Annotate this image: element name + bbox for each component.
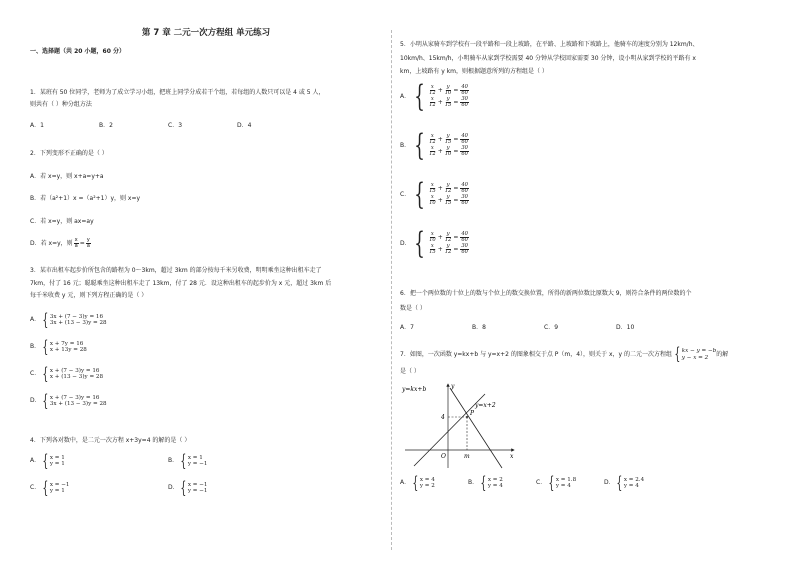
equation-system	[478, 472, 503, 493]
numerator: 30	[461, 194, 468, 200]
label-y: y	[451, 382, 455, 390]
denominator: 12	[429, 89, 436, 96]
option-label: D．	[168, 484, 179, 492]
equation-row	[428, 134, 470, 145]
numerator: x	[430, 83, 434, 90]
option-label: B．	[30, 343, 41, 351]
denominator: 60	[461, 102, 468, 109]
denominator: 12	[444, 249, 452, 256]
option-a[interactable]: A．若 x=y，则 x+a=y+a	[30, 172, 104, 180]
fraction	[429, 146, 436, 157]
fraction	[460, 244, 469, 255]
option-a[interactable]	[30, 309, 382, 330]
option-d[interactable]: D．10	[616, 324, 635, 331]
column-divider	[391, 30, 392, 550]
numerator: x	[430, 181, 434, 188]
option-label: A．	[400, 92, 411, 100]
denominator: 12	[429, 151, 436, 158]
plus-sign: +	[437, 98, 443, 106]
denominator: 15	[444, 138, 452, 145]
brace: {	[42, 309, 49, 330]
option-row	[400, 472, 760, 493]
equation-system	[40, 309, 107, 330]
denominator: 60	[461, 249, 468, 256]
option-d[interactable]	[400, 225, 760, 261]
equation-system	[40, 450, 65, 471]
question-2-stem: 2．下列变形不正确的是（ ）	[30, 150, 108, 157]
system-row-2: x + (13 − 3)y = 28	[49, 374, 104, 380]
option-b[interactable]: B．若（a²+1）x =（a²+1）y，则 x=y	[30, 195, 141, 202]
equals-sign: =	[453, 147, 459, 155]
numerator: y	[446, 96, 450, 102]
option-a[interactable]: A．1	[30, 122, 44, 129]
brace: {	[414, 225, 425, 261]
question-1-stem-line-2: 则共有（ ）种分组方法	[30, 100, 92, 108]
equation-system	[410, 225, 470, 261]
fraction	[429, 232, 436, 243]
equation-row	[428, 85, 470, 96]
question-5-stem-line-3: km，上坡路有 y km，则根据题意所列的方程组是（ ）	[400, 68, 548, 75]
option-a[interactable]	[400, 472, 468, 493]
system-row-1: x = 1.8	[555, 476, 577, 483]
numerator: 30	[461, 145, 468, 151]
denominator: 12	[444, 236, 452, 243]
fraction	[445, 85, 452, 96]
equation-system	[178, 450, 208, 471]
fraction	[460, 134, 469, 145]
question-7-options	[400, 472, 760, 493]
denominator: 60	[461, 138, 468, 145]
system-rows	[420, 477, 435, 489]
numerator: x	[430, 96, 434, 102]
equals-sign: =	[79, 239, 85, 247]
option-label: A．	[30, 457, 41, 465]
option-b[interactable]	[30, 336, 382, 357]
system-row-1: x = 1	[49, 454, 65, 461]
question-1-options	[30, 122, 382, 130]
question-4-stem: 4．下列各对数中，是二元一次方程 x+3y=4 的解的是（ ）	[30, 437, 191, 444]
line-y-kx-plus-b	[450, 388, 502, 468]
option-label: B．	[400, 141, 411, 149]
system-rows	[188, 455, 208, 467]
system-row-1: x = 1	[187, 454, 203, 461]
equation-system	[178, 477, 208, 498]
option-row	[30, 477, 382, 498]
option-row	[30, 450, 382, 471]
system-row-1: x = 2	[487, 476, 503, 483]
brace: {	[412, 472, 419, 493]
denominator: 15	[429, 249, 436, 256]
numerator: x	[430, 230, 434, 237]
question-3-stem-line-3: 每千米收费 y 元，则下列方程正确的是（ ）	[30, 292, 148, 299]
fraction	[429, 97, 436, 108]
question-3-stem-line-1: 3．某市出租车起步价所包含的路程为 0～3km，超过 3km 的部分按每千米另收费，明明乘坐这种出租车走了	[30, 267, 322, 274]
system-row-1: 3x + (7 − 3)y = 16	[49, 313, 104, 320]
option-a[interactable]	[400, 78, 760, 114]
fraction	[445, 195, 452, 206]
numerator: y	[446, 181, 450, 188]
question-5	[400, 41, 760, 259]
equation-row	[428, 183, 470, 194]
fraction	[460, 97, 469, 108]
numerator: 40	[461, 181, 468, 188]
system-rows	[556, 477, 576, 489]
denominator: 10	[429, 236, 436, 243]
system-row-1: x = 2.4	[623, 476, 645, 483]
system-row-2: y = −1	[187, 488, 208, 494]
fraction	[429, 183, 436, 194]
equation-system	[40, 390, 107, 411]
equals-sign: =	[453, 233, 459, 241]
plus-sign: +	[437, 196, 443, 204]
fraction	[445, 244, 452, 255]
option-d[interactable]: D．4	[237, 122, 252, 129]
denominator: 60	[461, 151, 468, 158]
fraction	[429, 85, 436, 96]
page-title: 第 7 章 二元一次方程组 单元练习	[141, 28, 271, 38]
denominator: 10	[444, 151, 452, 158]
denominator: 12	[429, 102, 436, 109]
plus-sign: +	[437, 245, 443, 253]
equation-system	[546, 472, 577, 493]
brace: {	[180, 477, 187, 498]
system-rows	[50, 482, 70, 494]
denominator: 60	[461, 187, 468, 194]
brace: {	[42, 477, 49, 498]
plus-sign: +	[437, 184, 443, 192]
system-rows	[50, 341, 87, 353]
fraction	[86, 238, 91, 249]
option-a[interactable]	[30, 450, 168, 471]
system-row-2: y = −1	[187, 461, 208, 467]
brace: {	[414, 176, 425, 212]
question-6-stem-line-1: 6．把一个两位数的十位上的数与个位上的数交换位置，所得的新两位数比原数大 9，则符合条件的两位数的个	[400, 290, 692, 297]
option-b[interactable]: B．8	[472, 324, 486, 331]
numerator: x	[430, 243, 434, 249]
option-c[interactable]: C．3	[168, 122, 183, 129]
system-row-2: 3x + (13 − 3)y = 28	[49, 320, 107, 326]
fraction	[460, 195, 469, 206]
denominator: a	[86, 243, 90, 250]
equation-row	[428, 244, 470, 255]
plus-sign: +	[437, 86, 443, 94]
denominator: 12	[444, 187, 452, 194]
question-5-stem-line-2: 10km/h、15km/h，小明骑车从家到学校需要 40 分钟从学校回家需要 30 分钟，设小明从家到学校的平路有 x	[400, 54, 696, 62]
brace: {	[548, 472, 555, 493]
option-d[interactable]	[604, 472, 672, 493]
numerator: 30	[461, 96, 468, 102]
fraction	[74, 238, 79, 249]
numerator: 40	[461, 132, 468, 139]
brace: {	[480, 472, 487, 493]
system-row-1: kx − y = −b	[681, 348, 717, 355]
label-line-2: y=x+2	[475, 401, 496, 409]
question-4	[30, 437, 382, 497]
label-m: m	[464, 452, 470, 460]
equation-system	[40, 477, 70, 498]
option-label: D．	[30, 397, 41, 405]
plus-sign: +	[437, 147, 443, 155]
option-label: D．	[400, 239, 411, 247]
question-4-options	[30, 450, 382, 498]
fraction	[445, 183, 452, 194]
equals-sign: =	[453, 98, 459, 106]
denominator: 10	[429, 200, 436, 207]
question-6-stem-line-2: 数是（ ）	[400, 304, 426, 312]
option-label: C．	[536, 479, 547, 487]
equation-system	[672, 346, 716, 363]
equals-sign: =	[453, 196, 459, 204]
label-4: 4	[441, 413, 445, 421]
denominator: a	[74, 243, 78, 250]
system-rows	[624, 477, 644, 489]
equals-sign: =	[453, 184, 459, 192]
section-heading: 一、选择题（共 20 小题，60 分）	[30, 47, 125, 55]
numerator: y	[446, 194, 450, 200]
system-rows	[50, 395, 107, 407]
equation-system	[410, 472, 435, 493]
left-column	[30, 28, 382, 547]
plus-sign: +	[437, 135, 443, 143]
system-rows	[50, 314, 107, 326]
label-origin: O	[441, 452, 446, 460]
question-7	[400, 346, 760, 492]
system-row-2: y = 4	[487, 483, 503, 489]
option-c[interactable]: C．9	[544, 324, 559, 331]
option-label: B．	[168, 457, 179, 465]
system-rows	[428, 183, 470, 207]
question-6	[400, 290, 760, 332]
question-2	[30, 150, 382, 249]
denominator: 60	[461, 89, 468, 96]
equation-row	[428, 195, 470, 206]
question-7-stem-line-2: 是（ ）	[400, 368, 420, 375]
system-rows	[428, 85, 470, 109]
numerator: x	[430, 145, 434, 151]
numerator: y	[446, 243, 450, 249]
equation-row	[428, 232, 470, 243]
question-7-stem-line-1	[400, 346, 760, 363]
brace: {	[42, 363, 49, 384]
system-row-2: 3x + (13 − 3)y = 28	[49, 401, 107, 407]
brace: {	[414, 78, 425, 114]
question-7-stem-post: 的解	[716, 350, 729, 358]
system-row-2: y − x = 2	[681, 354, 709, 361]
numerator: 30	[461, 243, 468, 249]
function-graph	[400, 380, 520, 472]
label-line-1: y=kx+b	[402, 385, 427, 393]
denominator: 60	[461, 200, 468, 207]
option-b[interactable]	[400, 127, 760, 163]
fraction	[429, 244, 436, 255]
question-1-stem-line-1: 1．某班有 50 位同学，老师为了成立学习小组，把班上同学分成若干个组，若每组的人数只可以是 4 或 5 人，	[30, 89, 325, 96]
right-column	[400, 28, 760, 547]
system-row-2: y = 4	[555, 483, 571, 489]
fraction	[445, 232, 452, 243]
option-label: B．	[468, 479, 479, 487]
fraction	[460, 232, 469, 243]
numerator: y	[86, 237, 90, 243]
option-d[interactable]	[168, 477, 306, 498]
system-rows	[50, 368, 103, 380]
system-row-2: y = 2	[419, 483, 435, 489]
point-p	[466, 416, 468, 418]
question-3-stem-line-2: 7km，付了 16 元；聪聪乘坐这种出租车走了 13km，付了 28 元．设这种出租车的起步价为 x 元，超过 3km 后	[30, 279, 332, 287]
option-label: D．	[604, 479, 615, 487]
system-row-1: x + (7 − 3)y = 16	[49, 394, 100, 401]
system-rows	[428, 232, 470, 256]
equals-sign: =	[453, 86, 459, 94]
numerator: 40	[461, 83, 468, 90]
equals-sign: =	[453, 135, 459, 143]
system-rows	[188, 482, 208, 494]
numerator: x	[430, 132, 434, 139]
question-7-stem-text: 7．如图，一次函数 y=kx+b 与 y=x+2 的图象相交于点 P（m，4），则关于 x，y 的二元一次方程组	[400, 350, 672, 358]
system-row-1: x = −1	[49, 481, 70, 488]
option-b[interactable]: B．2	[99, 122, 113, 129]
system-row-1: x = 4	[419, 476, 435, 483]
equals-sign: =	[453, 245, 459, 253]
question-6-options	[400, 324, 760, 332]
system-rows	[50, 455, 65, 467]
numerator: 40	[461, 230, 468, 237]
equation-row	[428, 97, 470, 108]
plus-sign: +	[437, 233, 443, 241]
system-row-2: y = 1	[49, 488, 65, 494]
fraction	[445, 134, 452, 145]
label-x: x	[510, 452, 514, 460]
question-3	[30, 267, 382, 410]
option-d-text: D．若 x=y，则	[30, 239, 73, 247]
numerator: y	[446, 83, 450, 90]
option-label: A．	[400, 479, 411, 487]
denominator: 15	[444, 102, 452, 109]
brace: {	[42, 390, 49, 411]
option-c[interactable]	[400, 176, 760, 212]
system-row-1: x + 7y = 16	[49, 340, 84, 347]
system-rows	[682, 348, 716, 360]
brace: {	[616, 472, 623, 493]
option-b[interactable]	[468, 472, 536, 493]
option-label: C．	[400, 190, 411, 198]
equation-system	[410, 78, 470, 114]
option-b[interactable]	[168, 450, 306, 471]
equation-system	[614, 472, 645, 493]
question-5-options	[400, 78, 760, 261]
equation-row	[428, 146, 470, 157]
denominator: 15	[444, 200, 452, 207]
option-label: C．	[30, 370, 41, 378]
brace: {	[674, 344, 681, 364]
equation-system	[40, 363, 104, 384]
numerator: x	[430, 194, 434, 200]
brace: {	[414, 127, 425, 163]
denominator: 15	[429, 187, 436, 194]
label-p: P	[470, 409, 475, 417]
fraction	[429, 195, 436, 206]
fraction	[460, 85, 469, 96]
option-c[interactable]	[30, 477, 168, 498]
system-rows	[488, 477, 503, 489]
system-rows	[428, 134, 470, 158]
question-1	[30, 89, 382, 130]
system-row-2: y = 1	[49, 461, 65, 467]
option-c[interactable]: C．若 x=y，则 ax=ay	[30, 217, 94, 225]
numerator: y	[446, 230, 450, 237]
question-3-options	[30, 309, 382, 411]
question-5-stem-line-1: 5．小明从家骑车到学校有一段平路和一段上坡路，在平路、上坡路和下坡路上，他骑车的速度分别为 12km/h、	[400, 41, 699, 48]
option-c[interactable]	[536, 472, 604, 493]
numerator: x	[74, 237, 78, 243]
fraction	[460, 146, 469, 157]
option-d[interactable]	[30, 390, 382, 411]
denominator: 12	[429, 138, 436, 145]
equation-system	[410, 176, 470, 212]
option-d[interactable]	[30, 238, 382, 249]
system-row-2: y = 4	[623, 483, 639, 489]
system-row-1: x + (7 − 3)y = 16	[49, 367, 100, 374]
option-label: A．	[30, 316, 41, 324]
fraction	[445, 146, 452, 157]
fraction	[445, 97, 452, 108]
brace: {	[42, 336, 49, 357]
fraction	[429, 134, 436, 145]
numerator: y	[446, 132, 450, 139]
brace: {	[42, 450, 49, 471]
denominator: 10	[444, 89, 452, 96]
equation-system	[410, 127, 470, 163]
option-label: C．	[30, 484, 41, 492]
denominator: 60	[461, 236, 468, 243]
option-a[interactable]: A．7	[400, 324, 414, 331]
equation-system	[40, 336, 87, 357]
fraction	[460, 183, 469, 194]
brace: {	[180, 450, 187, 471]
system-row-2: x + 13y = 28	[49, 347, 87, 353]
numerator: y	[446, 145, 450, 151]
system-row-1: x = −1	[187, 481, 208, 488]
option-c[interactable]	[30, 363, 382, 384]
